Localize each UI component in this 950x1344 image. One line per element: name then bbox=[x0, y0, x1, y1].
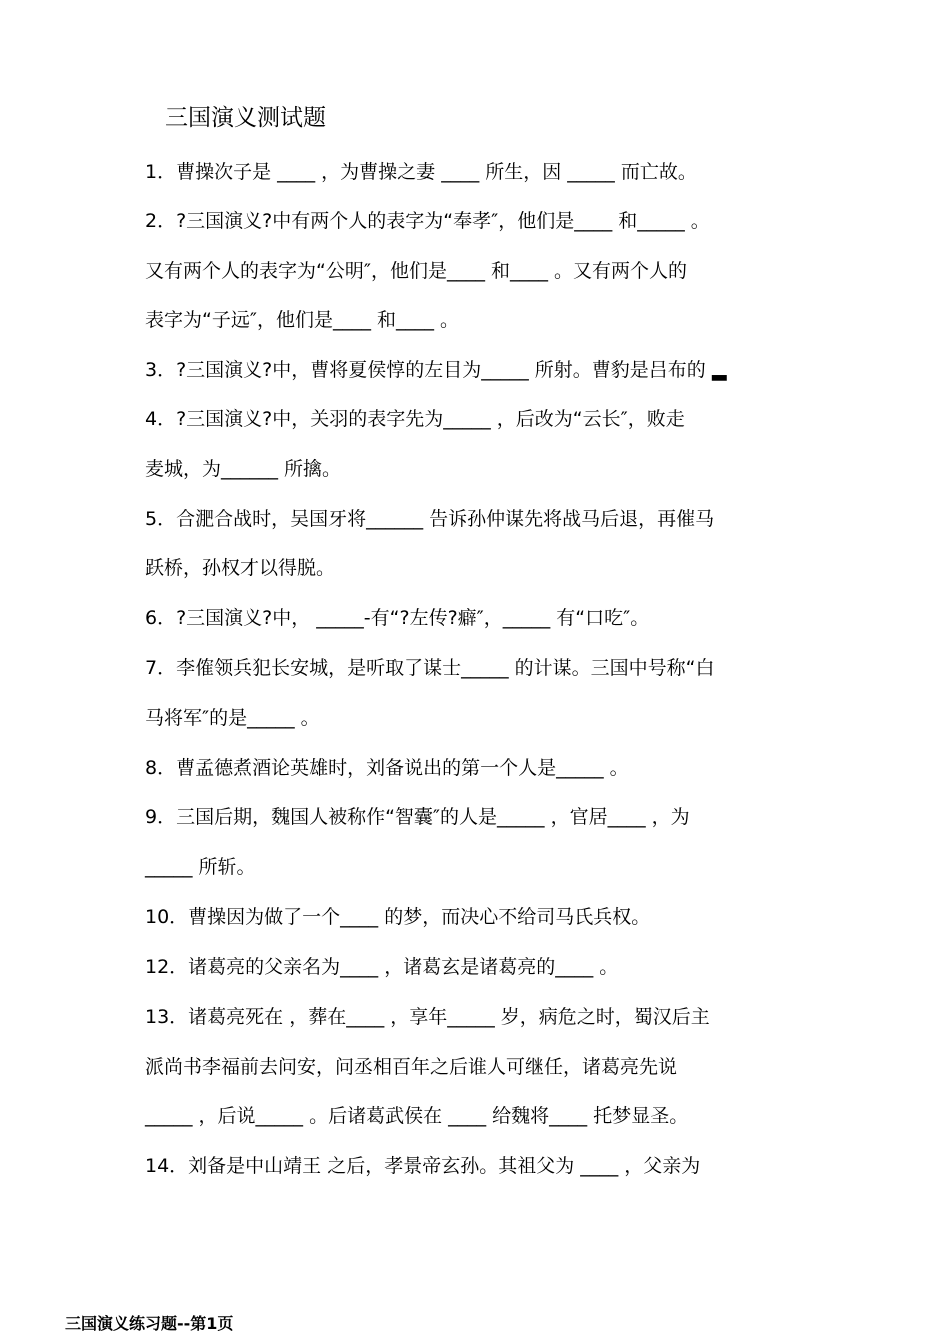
question-line: 派尚书李福前去问安，问丞相百年之后谁人可继任，诸葛亮先说 bbox=[145, 1056, 678, 1078]
question-line: 4．?三国演义?中，关羽的表字先为_____ ，后改为“云长″，败走 bbox=[145, 408, 685, 430]
page-footer: 三国演义练习题--第1页 bbox=[65, 1314, 234, 1333]
question-line: 3．?三国演义?中，曹将夏侯惇的左目为_____ 所射。曹豹是吕布的 ▂ bbox=[145, 359, 727, 381]
question-line: 13．诸葛亮死在 ，葬在____ ，享年_____ 岁，病危之时，蜀汉后主 bbox=[145, 1006, 710, 1028]
question-line: _____ 所斩。 bbox=[145, 856, 256, 878]
question-line: 麦城，为______ 所擒。 bbox=[145, 458, 342, 480]
question-line: _____ ，后说_____ 。后诸葛武侯在 ____ 给魏将____ 托梦显圣。 bbox=[145, 1105, 689, 1127]
question-line: 12．诸葛亮的父亲名为____ ，诸葛玄是诸葛亮的____ 。 bbox=[145, 956, 619, 978]
question-line: 1．曹操次子是 ____ ，为曹操之妻 ____ 所生，因 _____ 而亡故。 bbox=[145, 161, 697, 183]
question-line: 2．?三国演义?中有两个人的表字为“奉孝″，他们是____ 和_____ 。 bbox=[145, 210, 710, 232]
question-line: 又有两个人的表字为“公明″，他们是____ 和____ 。又有两个人的 bbox=[145, 260, 688, 282]
question-line: 8．曹孟德煮酒论英雄时，刘备说出的第一个人是_____ 。 bbox=[145, 757, 629, 779]
question-line: 马将军″的是_____ 。 bbox=[145, 707, 320, 729]
question-line: 表字为“子远″，他们是____ 和____ 。 bbox=[145, 309, 460, 331]
question-line: 5．合淝合战时，吴国牙将______ 告诉孙仲谋先将战马后退，再催马 bbox=[145, 508, 715, 530]
question-line: 14．刘备是中山靖王 之后，孝景帝玄孙。其祖父为 ____ ，父亲为 bbox=[145, 1155, 701, 1177]
question-line: 10．曹操因为做了一个____ 的梦，而决心不给司马氏兵权。 bbox=[145, 906, 651, 928]
question-line: 6．?三国演义?中， _____-有“?左传?癖″，_____ 有“口吃″。 bbox=[145, 607, 650, 629]
question-line: 7．李傕领兵犯长安城，是听取了谋士_____ 的计谋。三国中号称“白 bbox=[145, 657, 715, 679]
question-line: 9．三国后期，魏国人被称作“智囊″的人是_____ ，官居____ ，为 bbox=[145, 806, 690, 828]
question-line: 跃桥，孙权才以得脱。 bbox=[145, 557, 336, 579]
document-title: 三国演义测试题 bbox=[165, 105, 326, 131]
